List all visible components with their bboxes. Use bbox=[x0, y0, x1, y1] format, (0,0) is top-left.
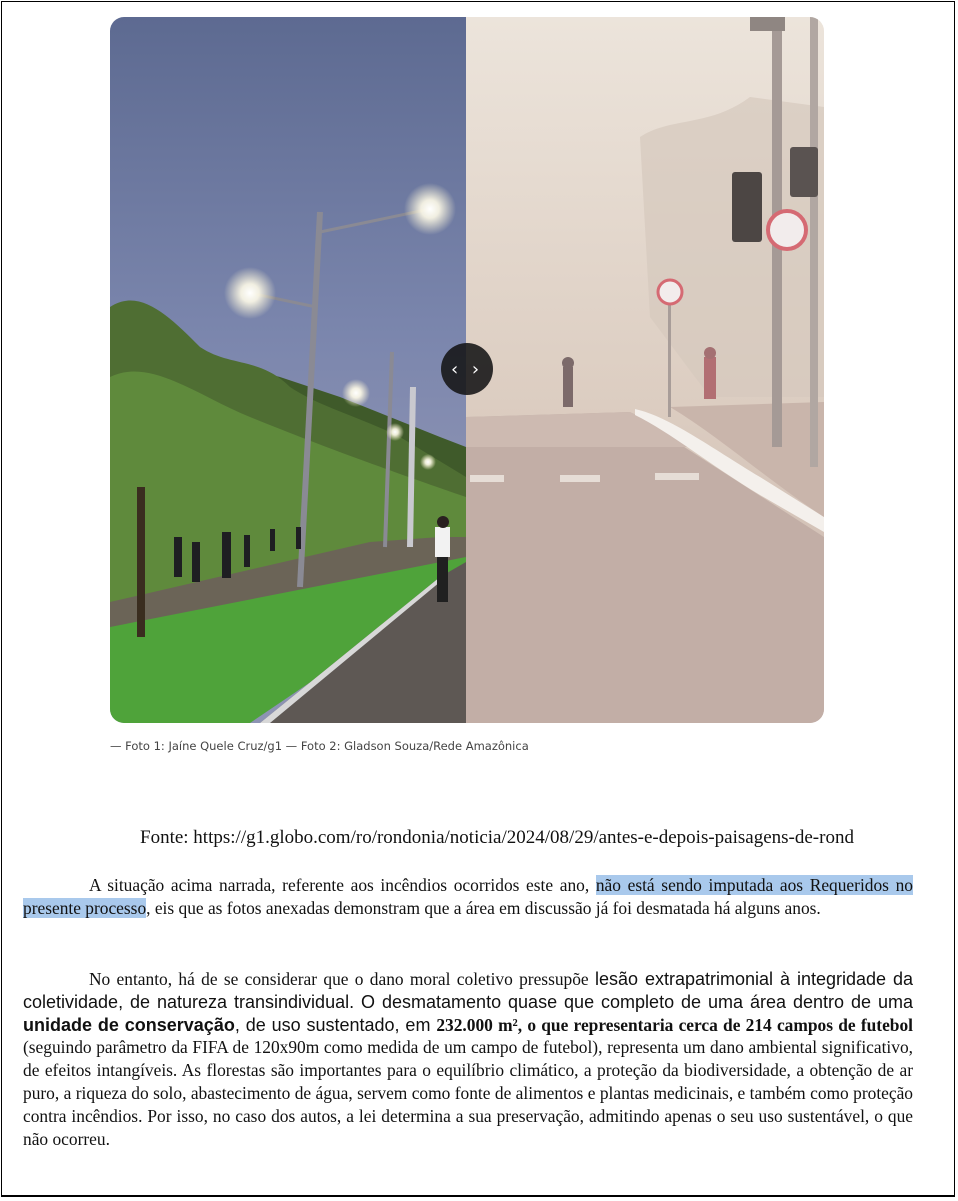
photo-after bbox=[466, 17, 824, 723]
p2-text-4: , de uso sustentado, em bbox=[234, 1014, 437, 1035]
comparison-slider-handle[interactable] bbox=[441, 343, 493, 395]
photo-before bbox=[110, 17, 466, 723]
p1-text-after: , eis que as fotos anexadas demonstram que a área em discussão já foi desmatada há alguns anos. bbox=[146, 897, 821, 918]
p1-text-before: A situação acima narrada, referente aos incêndios ocorridos este ano, bbox=[89, 875, 596, 895]
source-citation: Fonte: https://g1.globo.com/ro/rondonia/noticia/2024/08/29/antes-e-depois-paisagens-de-rond bbox=[140, 827, 854, 848]
p2-bold-term: unidade de conservação bbox=[23, 1014, 235, 1035]
p2-text-2: lesão extrapatrimonial à integridade da coletividade, de natureza transindividual. O desmatamento quase que completo de uma área dentro de uma bbox=[23, 969, 914, 1012]
before-after-photo-comparison[interactable] bbox=[110, 17, 824, 723]
paragraph-1 bbox=[23, 874, 913, 920]
photo-caption: — Foto 1: Jaíne Quele Cruz/g1 — Foto 2: Gladson Souza/Rede Amazônica bbox=[110, 739, 529, 753]
p2-bold-area: 232.000 m², o que representaria cerca de 214 campos de futebol bbox=[436, 1014, 914, 1035]
p1-highlighted-text: não está sendo imputada aos Requeridos no presente processo bbox=[23, 875, 913, 918]
p2-text-1: No entanto, há de se considerar que o dano moral coletivo pressupõe bbox=[89, 969, 595, 989]
chevron-left-right-icon: ‹ › bbox=[450, 358, 484, 380]
paragraph-2 bbox=[23, 968, 913, 1150]
p2-text-6: (seguindo parâmetro da FIFA de 120x90m como medida de um campo de futebol), representa um dano ambiental significativo, de efeitos intangíveis. As florestas são importantes para o equilíbrio climático, a proteção da biodiversidade, a obtenção de ar puro, a riqueza do solo, abastecimento de água, servem como fonte de alimentos e plantas medicinais, e também como proteção contra incêndios. Por isso, no caso dos autos, a lei determina a sua preservação, admitindo apenas o seu uso sustentável, o que não ocorreu. bbox=[23, 1037, 913, 1149]
